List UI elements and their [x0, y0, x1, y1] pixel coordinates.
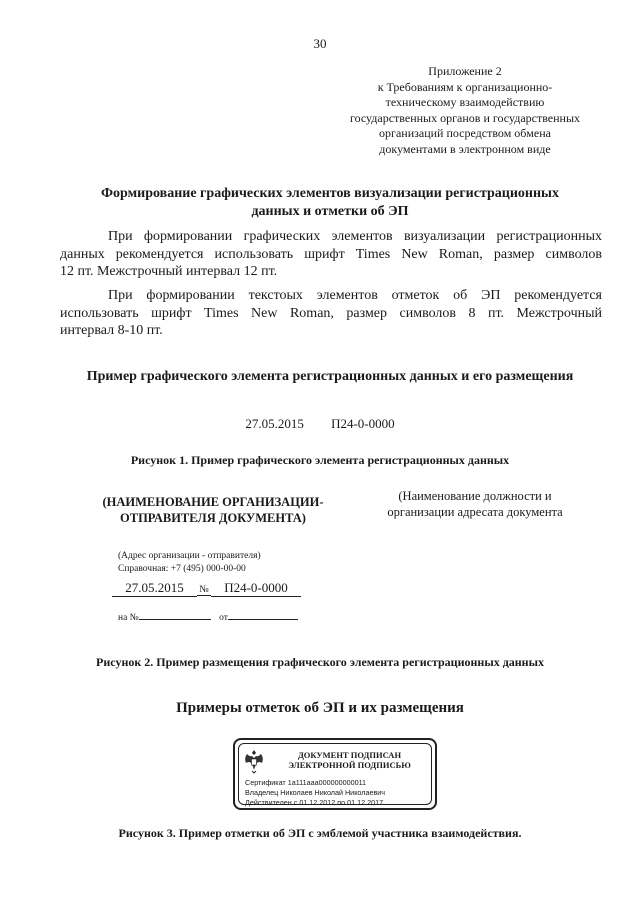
addressee-block: (Наименование должности и организации адресата документа: [387, 489, 563, 519]
reg-line-number: П24-0-0000: [211, 580, 301, 597]
appendix-line: организаций посредством обмена: [379, 126, 551, 140]
signature-stamp: [233, 738, 437, 810]
figure-2-caption: Рисунок 2. Пример размещения графического элемента регистрационных данных: [96, 655, 544, 669]
appendix-line: Приложение 2: [428, 64, 502, 78]
sender-address: (Адрес организации - отправителя): [118, 551, 261, 561]
figure-1-caption: Рисунок 1. Пример графического элемента регистрационных данных: [130, 453, 510, 467]
ot-label: от: [219, 613, 228, 623]
stamp-inner-frame: [238, 743, 432, 805]
stamp-validity: Действителен с 01.12.2012 по 01.12.2017: [245, 798, 384, 807]
appendix-header: [330, 64, 600, 157]
stamp-title: ДОКУМЕНТ ПОДПИСАН ЭЛЕКТРОННОЙ ПОДПИСЬЮ: [288, 750, 411, 770]
paragraph-font-graphics: При формировании графических элементов визуализации регистрационных данных рекомендуется использовать шрифт Times New Roman, размер символов 12 пт. Межстрочный интервал 12 пт.: [60, 229, 602, 279]
reg-line-date: 27.05.2015: [112, 580, 197, 597]
paragraph-font-stamp: При формировании текстоых элементов отметок об ЭП рекомендуется использовать шрифт Times New Roman, размер символов 8 пт. Межстрочный интервал 8-10 пт.: [60, 288, 602, 338]
registration-line: [112, 580, 301, 597]
sender-organization: (НАИМЕНОВАНИЕ ОРГАНИЗАЦИИ- ОТПРАВИТЕЛЯ ДОКУМЕНТА): [102, 495, 324, 525]
stamp-owner: Владелец Николаев Николай Николаевич: [245, 788, 386, 797]
coat-of-arms-icon: [243, 748, 265, 774]
appendix-line: техническому взаимодействию: [385, 95, 545, 109]
appendix-line: государственных органов и государственных: [349, 110, 581, 125]
stamp-certificate: Сертификат 1a111aaa000000000011: [245, 778, 367, 787]
ot-blank: [228, 610, 298, 620]
page-number: 30: [313, 36, 327, 51]
appendix-line: документами в электронном виде: [379, 141, 551, 156]
registration-data-example: [0, 416, 640, 432]
reg-line-no-label: №: [197, 584, 211, 596]
appendix-line: к Требованиям к организационно-: [377, 79, 553, 94]
figure-3-caption: Рисунок 3. Пример отметки об ЭП с эмблемой участника взаимодействия.: [118, 826, 522, 840]
reg-number: П24-0-0000: [331, 416, 395, 431]
sender-phone: Справочная: +7 (495) 000-00-00: [118, 564, 246, 574]
na-blank: [139, 610, 211, 620]
reply-reference-line: [118, 610, 298, 623]
sender-details: [118, 550, 261, 576]
reg-date: 27.05.2015: [245, 416, 304, 431]
na-label: на №: [118, 613, 139, 623]
stamp-details: [245, 778, 385, 808]
examples-heading: Примеры отметок об ЭП и их размещения: [176, 700, 464, 716]
section-heading: Формирование графических элементов визуализации регистрационных данных и отметки об ЭП: [101, 186, 559, 219]
subheading: Пример графического элемента регистрационных данных и его размещения: [86, 369, 574, 384]
